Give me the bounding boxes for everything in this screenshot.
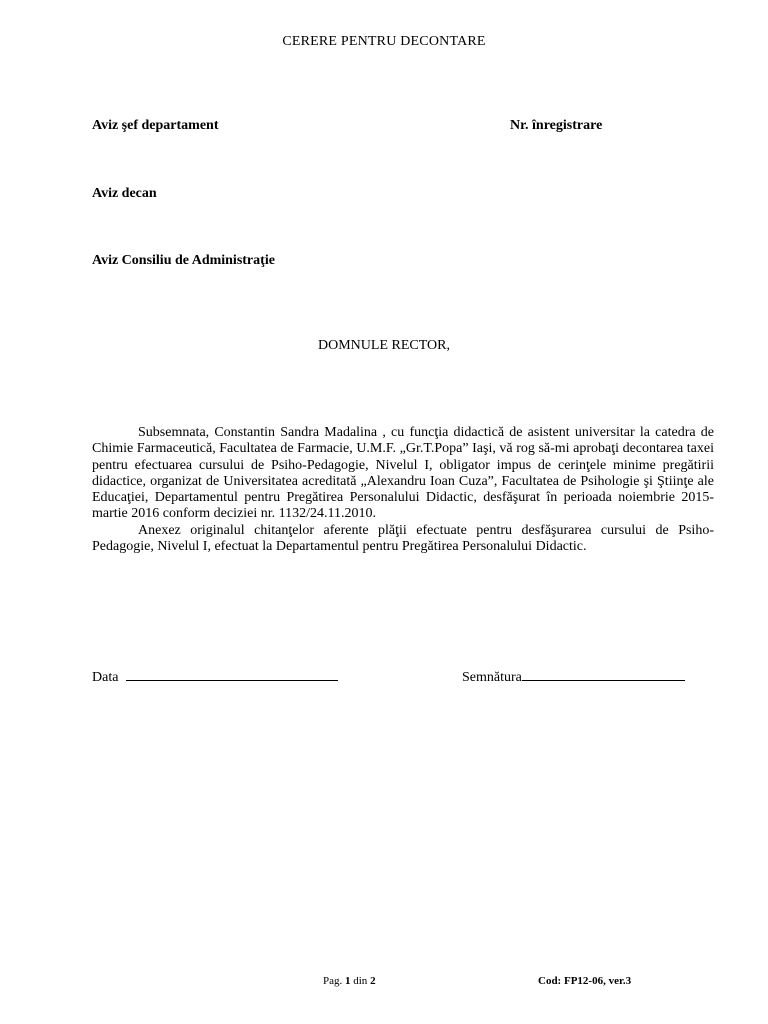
page-total: 2 [370, 975, 376, 987]
signature-label: Semnătura [462, 670, 522, 685]
date-line [126, 667, 338, 681]
registration-number-label: Nr. înregistrare [510, 118, 603, 133]
date-field [92, 667, 338, 686]
salutation: DOMNULE RECTOR, [318, 338, 450, 353]
annex-paragraph: Anexez originalul chitanţelor aferente plăţii efectuate pentru desfăşurarea cursului de Psiho-Pedagogie, Nivelul I, efectuat la Departamentul pentru Pregătirea Personalului Didactic. [92, 522, 714, 555]
date-label: Data [92, 670, 119, 685]
signature-line [522, 667, 685, 681]
request-paragraph: Subsemnata, Constantin Sandra Madalina , cu funcţia didactică de asistent universitar la catedra de Chimie Farmaceutică, Facultatea de Farmacie, U.M.F. „Gr.T.Popa” Iaşi, vă rog să-mi aprobaţi decontarea taxei pentru efectuarea cursului de Psiho-Pedagogie, Nivelul I, obligator impus de cerinţele minime pregătirii didactice, organizat de Universitatea acreditată „Alexandru Ioan Cuza”, Facultatea de Psihologie şi Ştiinţe ale Educaţiei, Departamentul pentru Pregătirea Personalului Didactic, desfăşurat în perioada noiembrie 2015-martie 2016 conform deciziei nr. 1132/24.11.2010. [92, 425, 714, 522]
page-number [323, 975, 376, 987]
page-current: 1 [345, 975, 351, 987]
document-title: CERERE PENTRU DECONTARE [282, 34, 486, 49]
approval-dean: Aviz decan [92, 186, 157, 201]
page-label: Pag. [323, 975, 343, 987]
signature-field [462, 667, 685, 686]
approval-dept-head: Aviz şef departament [92, 118, 219, 133]
request-body [92, 425, 714, 555]
page-of: din [353, 975, 368, 987]
approval-board: Aviz Consiliu de Administraţie [92, 253, 275, 268]
document-code: Cod: FP12-06, ver.3 [538, 975, 632, 987]
